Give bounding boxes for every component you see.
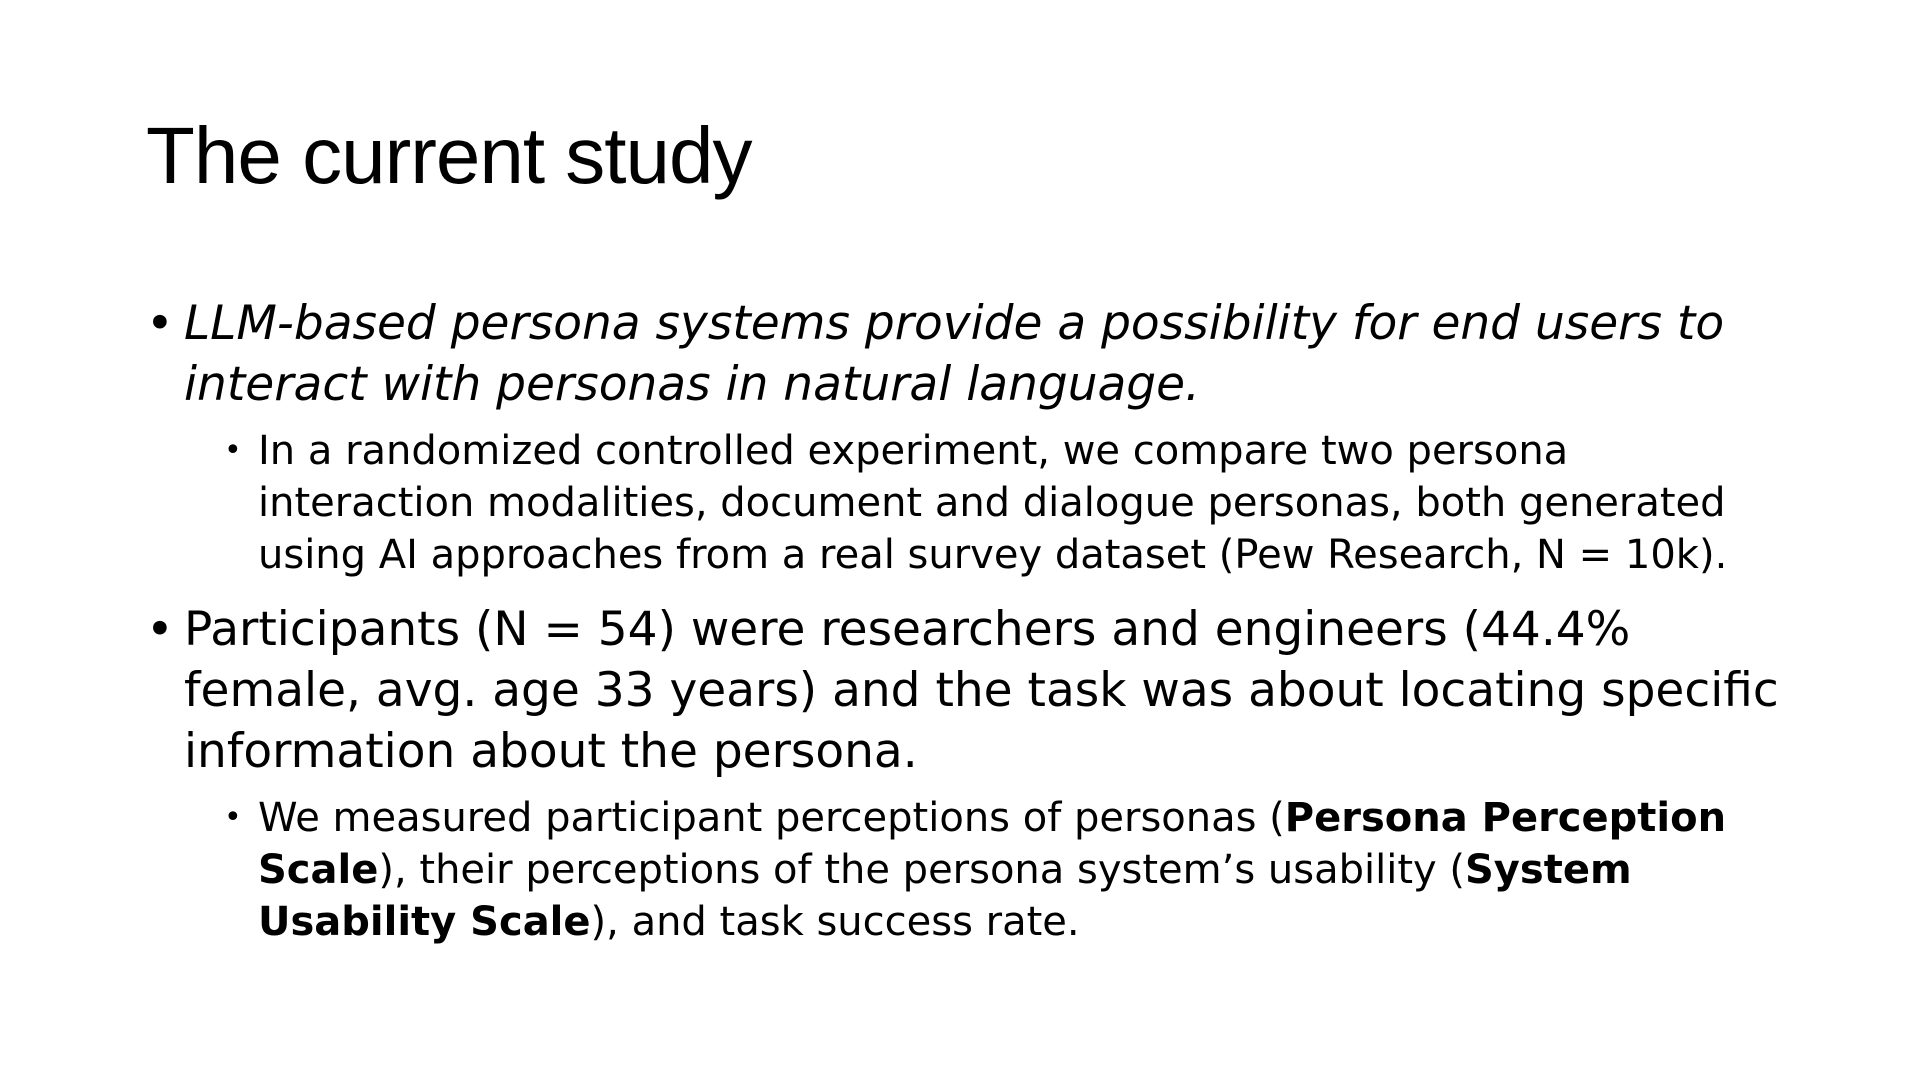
sub-bullet-text-part: We measured participant perceptions of personas (: [258, 795, 1285, 841]
bullet-text: Participants (N = 54) were researchers and engineers (44.4% female, avg. age 33 years) and the task was about locating specific information about the persona.: [184, 602, 1779, 779]
sub-bullet-icon: •: [224, 800, 242, 835]
sub-bullet-item-2: [224, 792, 1796, 948]
persona-perception-scale-label: Persona Perception Scale: [258, 795, 1727, 893]
slide-content: [146, 293, 1796, 948]
sub-bullet-text-part: ), and task success rate.: [590, 899, 1080, 945]
bullet-item-2: [146, 599, 1796, 782]
bullet-icon: •: [146, 602, 174, 657]
bullet-icon: •: [146, 296, 174, 351]
system-usability-scale-label: System Usability Scale: [258, 847, 1632, 945]
sub-bullet-text: In a randomized controlled experiment, we compare two persona interaction modalities, document and dialogue personas, both generated using AI approaches from a real survey dataset (Pew Research, N = 10k).: [258, 428, 1728, 578]
sub-bullet-text-part: ), their perceptions of the persona system’s usability (: [378, 847, 1465, 893]
bullet-item-1: [146, 293, 1796, 415]
sub-bullet-icon: •: [224, 433, 242, 468]
slide-title: The current study: [146, 111, 752, 200]
bullet-text: LLM-based persona systems provide a possibility for end users to interact with personas in natural language.: [184, 296, 1725, 412]
sub-bullet-item-1: [224, 425, 1796, 581]
